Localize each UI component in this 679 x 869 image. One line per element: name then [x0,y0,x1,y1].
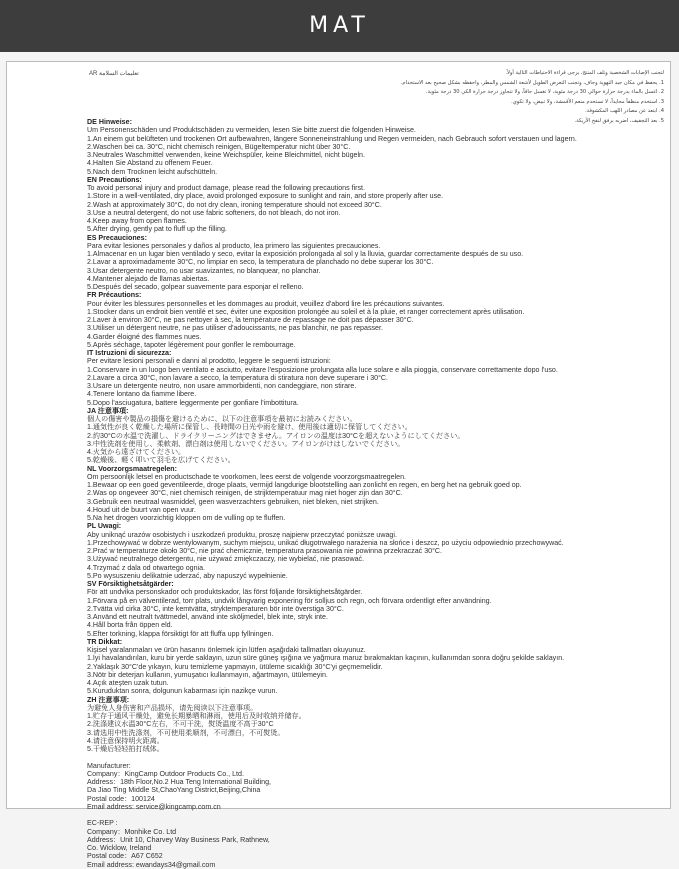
section-heading: DE Hinweise: [87,118,132,126]
text-line: 2.洗涤建议水温30°C左右，不可干洗，熨烫温度不高于30°C [87,720,274,729]
text-line: Email address: ewandays34@gmail.com [87,860,216,869]
text-line: 5.Dopo l'asciugatura, battere leggermente per gonfiare l'imbottitura. [87,398,299,407]
text-line: Pour éviter les blessures personnelles et les dommages au produit, veuillez d'abord lire les précautions suivantes. [87,299,445,308]
text-line: 3.Gebruik een neutraal wasmiddel, geen wasverzachters gebruiken, niet bleken, niet strijken. [87,497,379,506]
text-line: 4.Håll borta från öppen eld. [87,621,173,630]
text-line: 为避免人身伤害和产品损坏，请先阅读以下注意事项。 [87,703,258,712]
text-line: 3.中性洗剤を使用し、柔軟剤、漂白剤は使用しないでください。アイロンがけはしないでください。 [87,439,405,448]
text-line: För att undvika personskador och produktskador, läs först följande försiktighetsåtgärder. [87,588,363,597]
text-line: 1.Stocker dans un endroit bien ventilé et sec, éviter une exposition prolongée au soleil et à la pluie, et ranger correctement après utilisation. [87,307,525,316]
ar-line: لتجنب الإصابات الشخصية وتلف المنتج، يرجى قراءة الاحتياطات التالية أولاً. [505,70,664,76]
section-heading: ES Precauciones: [87,233,147,242]
ar-line: 1. يحفظ في مكان جيد التهوية وجاف، وتجنب التعرض الطويل لأشعة الشمس والمطر، واحفظه بشكل صحيح بعد الاستخدام. [400,79,664,86]
text-line: Da Jiao Ting Middle St,ChaoYang District,Beijing,China [87,786,261,795]
text-line: Para evitar lesiones personales y daños al producto, lea primero las siguientes precauciones. [87,241,381,250]
text-line: Kişisel yaralanmaları ve ürün hasarını önlemek için lütfen aşağıdaki tallmatları okuyunuz. [87,646,366,654]
text-line: 個人の傷害や製品の損傷を避けるために、以下の注意事項を最初にお読みください。 [87,415,357,423]
text-line: EC-REP : [87,819,118,828]
ar-line: 2. اغسل بالماء بدرجة حرارة حوالي 30 درجة مئوية، لا تغسل جافاً، ولا تتجاوز درجة حرارة الكي 30 درجة مئوية. [425,89,664,95]
text-line: 2.Was op ongeveer 30°C, niet chemisch reinigen, de strijktemperatuur mag niet hoger zijn dan 30°C. [87,489,403,498]
text-line: 3.请选用中性洗涤剂，不可使用柔顺剂，不可漂白，不可熨烫。 [87,728,285,737]
text-line: 5.Después del secado, golpear suavemente para esponjar el relleno. [87,283,304,291]
text-line: 1.Bewaar op een goed geventileerde, droge plaats, vermijd langdurige blootstelling aan zonlicht en regen, en berg het na gebruik goed op. [87,481,522,489]
text-line: Manufacturer: [87,761,131,770]
text-line: 5.After drying, gently pat to fluff up the filling. [87,225,227,234]
text-line: 4.Mantener alejado de llamas abiertas. [87,274,210,283]
text-line: 3.Usare un detergente neutro, non usare ammorbidenti, non candeggiare, non stirare. [87,382,357,390]
text-line: 5.Po wysuszeniu delikatnie uderzać, aby napuszyć wypełnienie. [87,571,288,580]
text-line: Company：KingCamp Outdoor Products Co., Ltd. [87,769,244,778]
ar-line: 3. استخدم منظفاً محايداً، لا تستخدم منعم الأقمشة، ولا تبيض، ولا تكوي. [511,98,664,105]
multilingual-precautions [87,118,667,869]
text-line: 4.Tenere lontano da fiamme libere. [87,390,197,399]
text-line: 1.通気性が良く乾燥した場所に保管し、長時間の日光や雨を避け、使用後は適切に保管してください。 [87,423,412,432]
text-line: 4.火気から遠ざけてください。 [87,448,186,456]
section-heading: EN Precautions: [87,175,142,184]
section-heading: PL Uwagi: [87,522,122,531]
text-line: 3.Neutrales Waschmittel verwenden, keine Weichspüler, keine Bleichmittel, nicht bügeln. [87,151,365,159]
text-line: To avoid personal injury and product damage, please read the following precautions first. [87,184,366,192]
text-line: 2.約30°Cの水温で洗濯し、ドライクリーニングはできません。アイロンの温度は30°Cを超えないようにしてください。 [87,431,465,440]
text-line: 5.Après séchage, tapoter légèrement pour gonfler le rembourrage. [87,340,296,349]
text-line: Postal code：A67 C652 [87,852,163,861]
instruction-sheet [6,61,671,869]
text-line: 3.Utiliser un détergent neutre, ne pas utiliser d'adoucissants, ne pas blanchir, ne pas repasser. [87,324,383,333]
text-line: 3.Use a neutral detergent, do not use fabric softeners, do not bleach, do not iron. [87,208,341,217]
text-line: Company：Monhike Co. Ltd [87,827,177,836]
section-heading: IT Istruzioni di sicurezza: [87,349,172,357]
text-line: 4.Keep away from open flames. [87,217,187,225]
text-line: 5.Efter torkning, klappa försiktigt för att fluffa upp fyllningen. [87,629,274,638]
text-line: Postal code：100124 [87,794,155,803]
ar-section-tag: AR تعليمات السلامة [89,71,139,77]
text-line: 1.İyi havalandırılan, kuru bir yerde saklayın, uzun süre güneş ışığına ve yağmura maruz bırakmaktan kaçının, kullanımdan sonra doğru şekilde saklayın. [87,654,565,663]
text-line: 2.Wash at approximately 30°C, do not dry clean, ironing temperature should not exceed 30°C. [87,200,382,209]
ar-line: 4. ابتعد عن مصادر اللهب المكشوفة. [585,108,664,114]
product-title: MAT [309,13,370,38]
section-heading: NL Voorzorgsmaatregelen: [87,464,178,473]
text-line: Address：18th Floor,No.2 Hua Teng International Building, [87,778,272,786]
text-line: 1.贮存于通风干燥处，避免长期暴晒和淋雨，使用后及时收纳并储存。 [87,712,306,720]
text-line: 5.干燥后轻轻拍打绒体。 [87,745,164,753]
text-line: 2.Laver à environ 30°C, ne pas nettoyer à sec, la température de repassage ne doit pas dépasser 30°C. [87,316,414,324]
text-line: 5.乾燥後、軽く叩いて羽毛を広げてください。 [87,456,235,465]
text-line: 1.Przechowywać w dobrze wentylowanym, suchym miejscu, unikać długotrwałego narażenia na słońce i deszcz, po użyciu odpowiednio przechowywać. [87,538,564,547]
text-line: 1.Store in a well-ventilated, dry place, avoid prolonged exposure to sunlight and rain, and store properly after use. [87,192,444,201]
text-line: 2.Lavare a circa 30°C, non lavare a secco, la temperatura di stiratura non deve superare i 30°C. [87,373,389,382]
text-line: 4.Trzymać z dala od otwartego ognia. [87,563,206,572]
text-line: 1.Förvara på en välventilerad, torr plats, undvik långvarig exponering för solljus och regn, och förvara ordentligt efter användning. [87,596,492,605]
ar-line: 5. بعد التجفيف، اضربه برفق لنفخ الأريكة. [574,117,664,124]
text-line: 4.请注意保持明火距离。 [87,736,164,745]
text-line: Co. Wicklow, Ireland [87,844,152,852]
text-line: 3.Używać neutralnego detergentu, nie używać zmiękczaczy, nie wybielać, nie prasować. [87,555,365,564]
text-line: 3.Nötr bir deterjan kullanın, yumuşatıcı kullanmayın, ağartmayın, ütülemeyin. [87,670,328,679]
text-line: Address：Unit 10, Charvey Way Business Park, Rathnew, [87,835,270,844]
section-heading: FR Précautions: [87,291,142,300]
text-line: 2.Yaklaşık 30°C'de yıkayın, kuru temizleme yapmayın, ütüleme sıcaklığı 30°C'yi geçmemelidir. [87,662,383,671]
section-heading: SV Försiktighetsåtgärder: [87,580,174,588]
spacer [87,811,667,819]
text-line: Um Personenschäden und Produktschäden zu vermeiden, lesen Sie bitte zuerst die folgenden Hinweise. [87,126,416,135]
text-line: 3.Använd ett neutralt tvättmedel, använd inte sköljmedel, blek inte, stryk inte. [87,613,328,621]
text-line: 5.Na het drogen voorzichtig kloppen om de vulling op te fluffen. [87,514,286,522]
text-line: 4.Houd uit de buurt van open vuur. [87,505,196,514]
text-line: Per evitare lesioni personali e danni al prodotto, leggere le seguenti istruzioni: [87,357,331,366]
text-line: 3.Usar detergente neutro, no usar suavizantes, no blanquear, no planchar. [87,266,321,275]
text-line: 4.Halten Sie Abstand zu offenem Feuer. [87,159,213,168]
text-line: Aby uniknąć urazów osobistych i uszkodzeń produktu, proszę najpierw przeczytać poniższe uwagi. [87,530,397,539]
text-line: Email address: service@kingcamp.com.cn [87,802,221,811]
text-line: 1.Almacenar en un lugar bien ventilado y seco, evitar la exposición prolongada al sol y la lluvia, guardar correctamente después de su uso. [87,250,524,258]
text-line: 5.Kuruduktan sonra, dolgunun kabarması için nazikçe vurun. [87,687,278,696]
text-line: 2.Tvätta vid cirka 30°C, inte kemtvätta, stryktemperaturen bör inte överstiga 30°C. [87,604,344,613]
spacer [87,753,667,761]
section-heading: TR Dikkat: [87,637,123,646]
section-heading: ZH 注意事项: [87,695,130,704]
text-line: 2.Waschen bei ca. 30°C, nicht chemisch reinigen, Bügeltemperatur nicht über 30°C. [87,142,351,151]
section-heading: JA 注意事項: [87,406,129,415]
page-header [0,0,679,52]
text-line: 1.Conservare in un luogo ben ventilato e asciutto, evitare l'esposizione prolungata alla luce solare e alla pioggia, conservare correttamente dopo l'uso. [87,365,558,374]
text-line: 5.Nach dem Trocknen leicht aufschütteln. [87,167,218,176]
text-line: 2.Lavar a aproximadamente 30°C, no limpiar en seco, la temperatura de planchado no debe superar los 30°C. [87,258,434,267]
text-line: 4.Açık ateşten uzak tutun. [87,679,169,687]
text-line: 4.Garder éloigné des flammes nues. [87,332,202,341]
text-line: 1.An einem gut belüfteten und trockenen Ort aufbewahren, längere Sonneneinstrahlung und Regen vermeiden, nach Gebrauch sofort verstauen und lagern. [87,134,577,143]
text-line: Om persoonlijk letsel en productschade te voorkomen, lees eerst de volgende voorzorgsmaatregelen. [87,472,407,481]
text-line: 2.Prać w temperaturze około 30°C, nie prać chemicznie, temperatura prasowania nie powinna przekraczać 30°C. [87,547,443,555]
